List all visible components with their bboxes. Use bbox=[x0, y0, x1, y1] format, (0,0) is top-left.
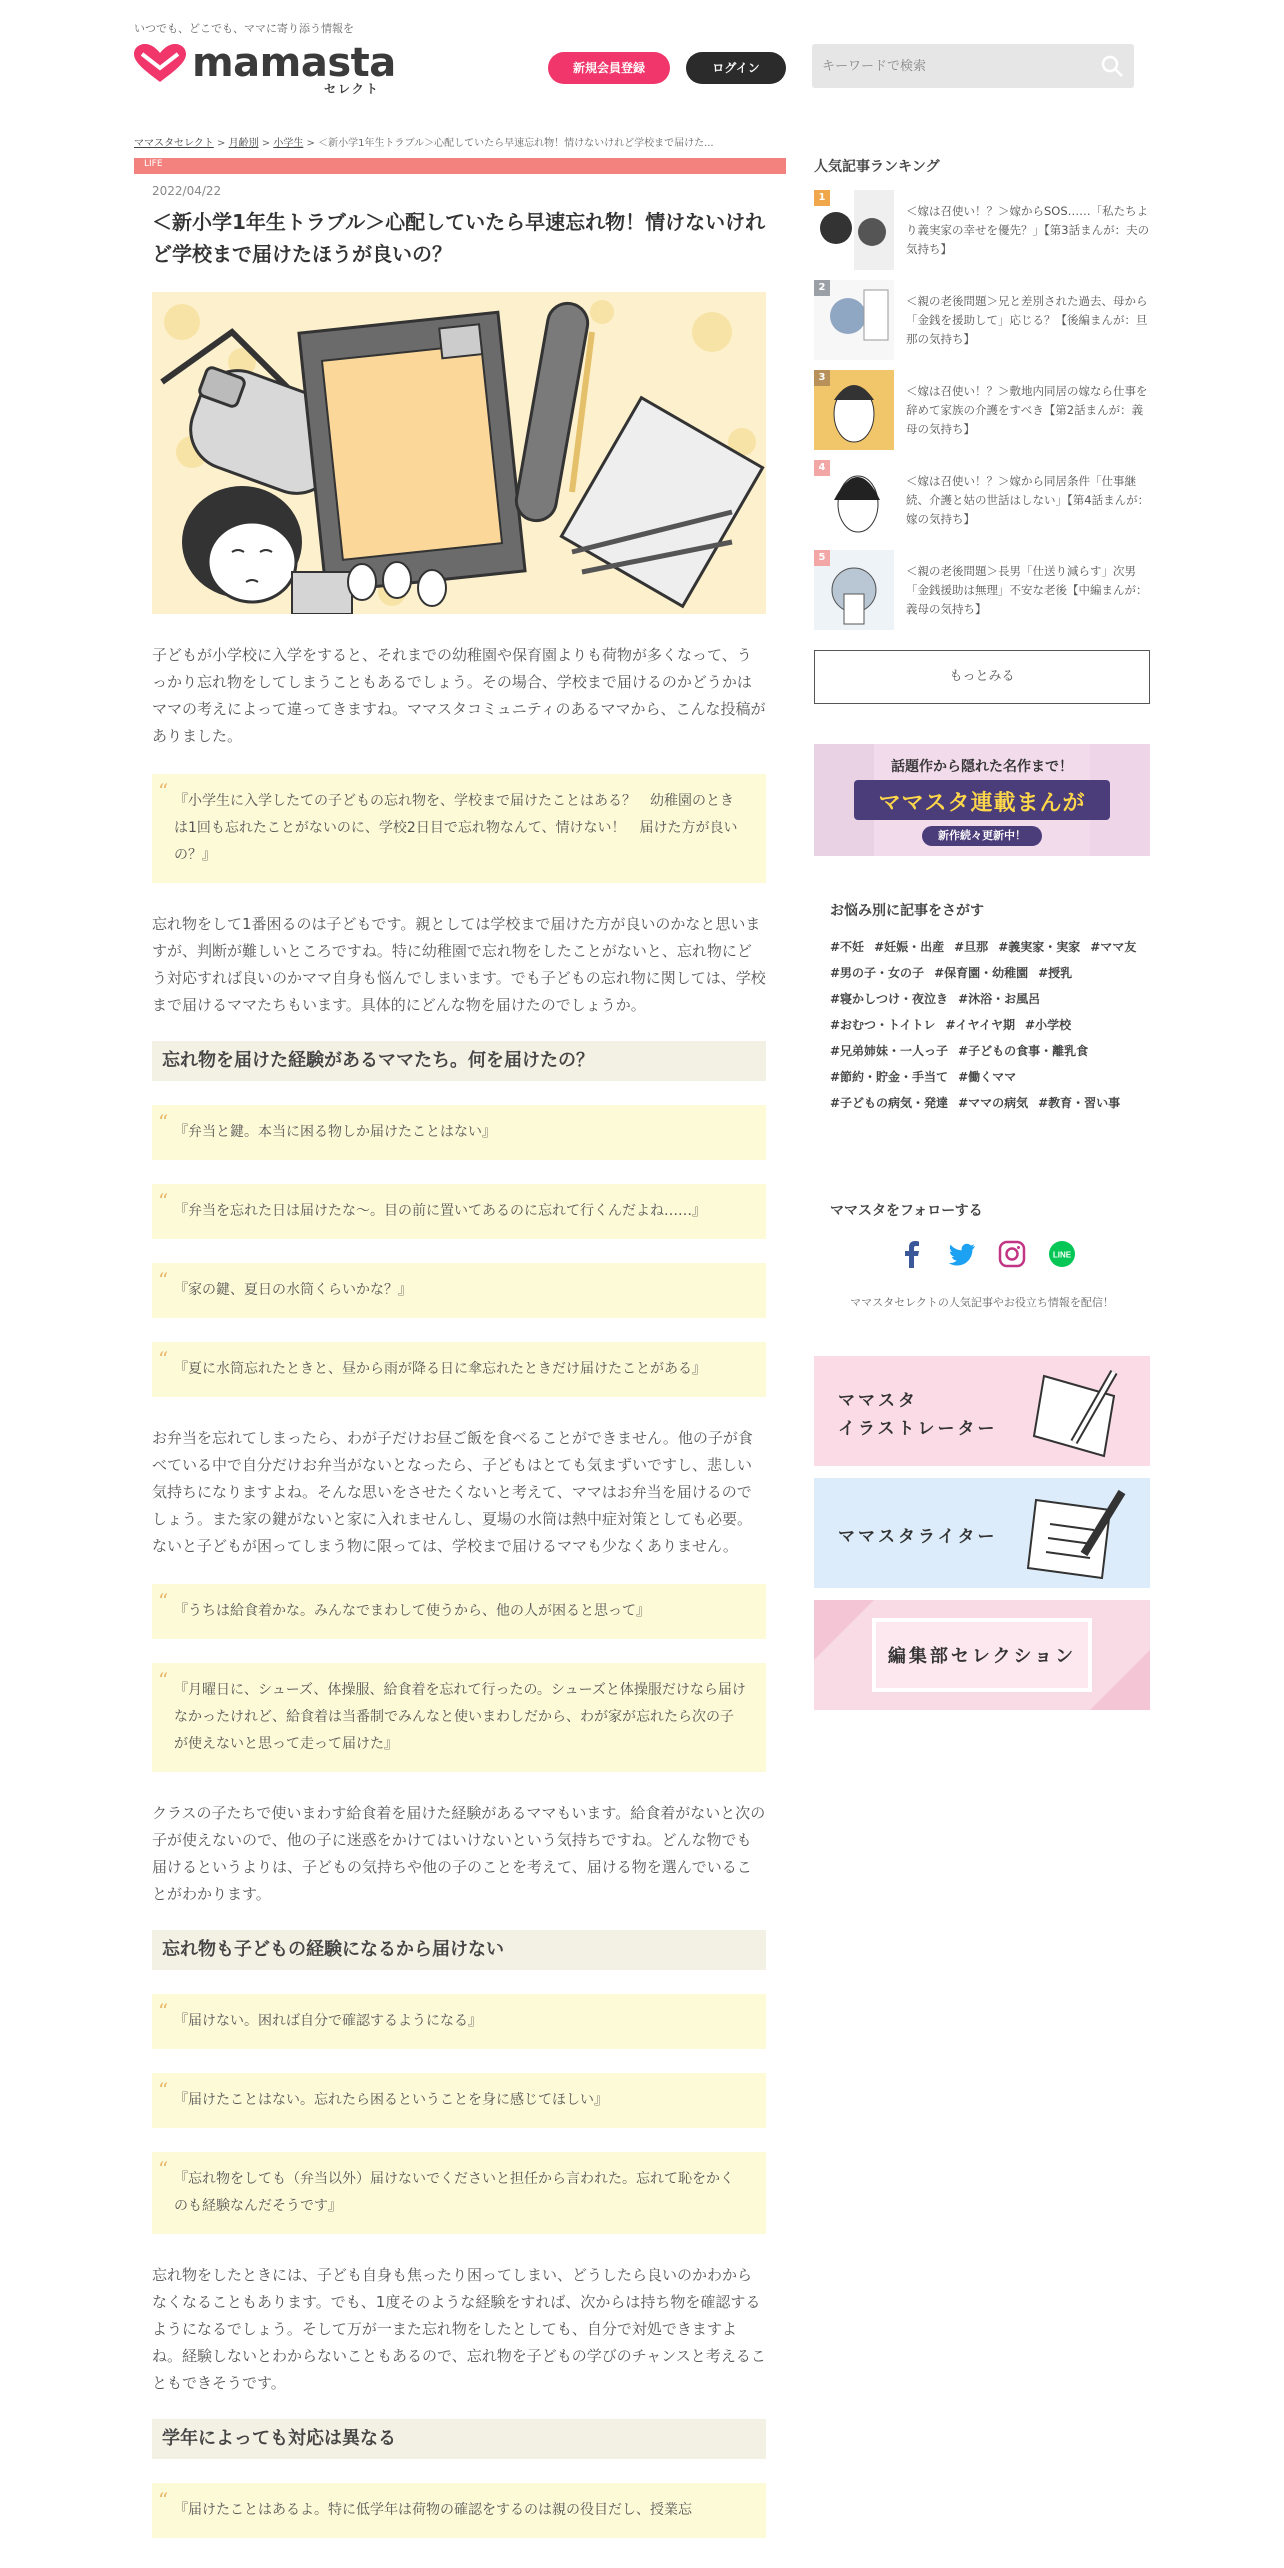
tag-link[interactable]: #不妊 bbox=[830, 940, 865, 954]
writer-banner-label: ママスタライター bbox=[838, 1527, 998, 1547]
breadcrumb-current: ＜新小学1年生トラブル＞心配していたら早速忘れ物！情けないけれど学校まで届けた... bbox=[318, 138, 714, 149]
quote-mark-icon: “ bbox=[158, 1347, 169, 1371]
search-box bbox=[812, 44, 1134, 88]
quote-mark-icon: “ bbox=[158, 779, 169, 803]
ranking-item[interactable] bbox=[814, 190, 1154, 270]
illustrator-banner[interactable] bbox=[814, 1356, 1150, 1466]
tag-link[interactable]: #働くママ bbox=[958, 1070, 1017, 1084]
writer-banner[interactable] bbox=[814, 1478, 1150, 1588]
tag-link[interactable]: #おむつ・トイトレ bbox=[830, 1018, 936, 1032]
tag-link[interactable]: #授乳 bbox=[1038, 966, 1073, 980]
quote-block: “ 『月曜日に、シューズ、体操服、給食着を忘れて行ったの。シューズと体操服だけなら届けなかったけれど、給食着は当番制でみんなと使いまわしだから、わが家が忘れたら次の子が使えないと思って走って届けた』 bbox=[152, 1663, 766, 1772]
quote-mark-icon: “ bbox=[158, 1110, 169, 1134]
tag-list bbox=[830, 934, 1150, 1116]
quote-block: “ 『届けたことはない。忘れたら困るということを身に感じてほしい』 bbox=[152, 2073, 766, 2128]
search-icon[interactable] bbox=[1100, 54, 1124, 78]
quote-mark-icon: “ bbox=[158, 2078, 169, 2102]
quote-block: “ 『忘れ物をしても（弁当以外）届けないでくださいと担任から言われた。忘れて恥をかくのも経験なんだそうです』 bbox=[152, 2152, 766, 2234]
article-paragraph: 忘れ物をしたときには、子ども自身も焦ったり困ってしまい、どうしたら良いのかわからなくなることもあります。でも、1度そのような経験をすれば、次からは持ち物を確認するようになるでしょう。そして万が一また忘れ物をしたとしても、自分で対処できますよね。経験しないとわからないこともあるので、忘れ物を子どもの学びのチャンスと考えることもできそうです。 bbox=[152, 2266, 766, 2392]
quote-block: “ 『家の鍵、夏日の水筒くらいかな？』 bbox=[152, 1263, 766, 1318]
illustrator-banner-line2: イラストレーター bbox=[838, 1419, 998, 1439]
quote-mark-icon: “ bbox=[158, 1589, 169, 1613]
article-title: ＜新小学1年生トラブル＞心配していたら早速忘れ物！情けないけれど学校まで届けたほうが良いの？ bbox=[152, 210, 766, 266]
quote-mark-icon: “ bbox=[158, 1268, 169, 1292]
quote-mark-icon: “ bbox=[158, 1999, 169, 2023]
tag-link[interactable]: #子どもの食事・離乳食 bbox=[958, 1044, 1089, 1058]
site-logo[interactable] bbox=[134, 40, 404, 100]
quote-block: “ 『弁当を忘れた日は届けたな～。目の前に置いてあるのに忘れて行くんだよね……』 bbox=[152, 1184, 766, 1239]
facebook-icon[interactable] bbox=[898, 1240, 926, 1268]
ranking-title-text: ＜親の老後問題＞兄と差別された過去、母から「金銭を援助して」応じる？【後編まんが：旦那の気持ち】 bbox=[906, 294, 1148, 346]
logo-subtitle: セレクト bbox=[324, 82, 380, 96]
quote-mark-icon: “ bbox=[158, 1668, 169, 1692]
breadcrumb-link-elementary[interactable]: 小学生 bbox=[273, 138, 304, 149]
category-label: LIFE bbox=[144, 159, 163, 169]
follow-title: ママスタをフォローする bbox=[830, 1203, 983, 1219]
ranking-item[interactable] bbox=[814, 280, 1154, 360]
ranking-item[interactable] bbox=[814, 460, 1154, 540]
hero-illustration bbox=[152, 292, 766, 614]
quote-mark-icon: “ bbox=[158, 1189, 169, 1213]
tag-link[interactable]: #小学校 bbox=[1025, 1018, 1072, 1032]
quote-block: “ 『夏に水筒忘れたときと、昼から雨が降る日に傘忘れたときだけ届けたことがある』 bbox=[152, 1342, 766, 1397]
tag-link[interactable]: #保育園・幼稚園 bbox=[934, 966, 1029, 980]
tag-link[interactable]: #ママ友 bbox=[1090, 940, 1137, 954]
tag-link[interactable]: #教育・習い事 bbox=[1038, 1096, 1121, 1110]
ranking-item[interactable] bbox=[814, 370, 1154, 450]
instagram-icon[interactable] bbox=[998, 1240, 1026, 1268]
ranking-title-text: ＜親の老後問題＞長男「仕送り減らす」次男「金銭援助は無理」不安な老後【中編まんが：義母の気持ち】 bbox=[906, 564, 1148, 616]
quote-block: “ 『届けない。困れば自分で確認するようになる』 bbox=[152, 1994, 766, 2049]
article-date: 2022/04/22 bbox=[152, 184, 222, 198]
illustrator-banner-line1: ママスタ bbox=[838, 1391, 918, 1411]
section-heading: 学年によっても対応は異なる bbox=[152, 2419, 766, 2459]
tag-link[interactable]: #イヤイヤ期 bbox=[945, 1018, 1016, 1032]
editor-banner-label: 編集部セレクション bbox=[887, 1646, 1077, 1667]
quote-mark-icon: “ bbox=[158, 2157, 169, 2181]
ranking-number: 4 bbox=[814, 460, 830, 476]
quote-block: “ 『弁当と鍵。本当に困る物しか届けたことはない』 bbox=[152, 1105, 766, 1160]
quote-block: “ 『届けたことはあるよ。特に低学年は荷物の確認をするのは親の役目だし、授業忘 bbox=[152, 2483, 766, 2538]
ranking-number: 2 bbox=[814, 280, 830, 296]
tag-link[interactable]: #子どもの病気・発達 bbox=[830, 1096, 949, 1110]
tag-link[interactable]: #男の子・女の子 bbox=[830, 966, 925, 980]
logo-heart-icon bbox=[134, 44, 186, 84]
twitter-icon[interactable] bbox=[948, 1240, 976, 1268]
social-links bbox=[898, 1240, 1098, 1270]
manga-banner[interactable] bbox=[814, 744, 1150, 856]
article-paragraph: 子どもが小学校に入学をすると、それまでの幼稚園や保育園よりも荷物が多くなって、うっかり忘れ物をしてしまうこともあるでしょう。その場合、学校まで届けるのかどうかはママの考えによって違ってきますね。ママスタコミュニティのあるママから、こんな投稿がありました。 bbox=[152, 646, 766, 745]
tag-link[interactable]: #ママの病気 bbox=[958, 1096, 1029, 1110]
category-bar bbox=[134, 158, 786, 174]
article bbox=[152, 184, 766, 2538]
ranking-title-text: ＜嫁は召使い！？＞敷地内同居の嫁なら仕事を辞めて家族の介護をすべき【第2話まんが：義母の気持ち】 bbox=[906, 384, 1148, 436]
ranking-title-text: ＜嫁は召使い！？＞嫁からSOS……「私たちより義実家の幸せを優先？」【第3話まんが：夫の気持ち】 bbox=[906, 204, 1150, 256]
tag-link[interactable]: #寝かしつけ・夜泣き bbox=[830, 992, 949, 1006]
manga-banner-line1: 話題作から隠れた名作まで！ bbox=[891, 759, 1073, 775]
ranking-number: 5 bbox=[814, 550, 830, 566]
ranking-title-text: ＜嫁は召使い！？＞嫁から同居条件「仕事継続、介護と姑の世話はしない」【第4話まんが：嫁の気持ち】 bbox=[906, 474, 1150, 526]
sidebar bbox=[814, 156, 1154, 1667]
svg-text:LINE: LINE bbox=[1052, 1250, 1072, 1260]
ranking-item[interactable] bbox=[814, 550, 1154, 630]
ranking-number: 3 bbox=[814, 370, 830, 386]
manga-banner-line2: ママスタ連載まんが bbox=[878, 791, 1086, 816]
article-paragraph: クラスの子たちで使いまわす給食着を届けた経験があるママもいます。給食着がないと次の子が使えないので、他の子に迷惑をかけてはいけないという気持ちですね。どんな物でも届けるというよりは、子どもの気持ちや他の子のことを考えて、届ける物を選んでいることがわかります。 bbox=[152, 1804, 766, 1903]
quote-mark-icon: “ bbox=[158, 2488, 169, 2512]
tag-link[interactable]: #節約・貯金・手当て bbox=[830, 1070, 949, 1084]
article-paragraph: 忘れ物をして1番困るのは子どもです。親としては学校まで届けた方が良いのかなと思いますが、判断が難しいところですね。特に幼稚園で忘れ物をしたことがないと、忘れ物にどう対応すれば良いのかママ自身も悩んでしまいます。でも子どもの忘れ物に関しては、学校まで届けるママたちもいます。具体的にどんな物を届けたのでしょうか。 bbox=[152, 915, 766, 1014]
breadcrumb-link-age[interactable]: 月齢別 bbox=[228, 138, 259, 149]
section-heading: 忘れ物も子どもの経験になるから届けない bbox=[152, 1930, 766, 1970]
editor-banner[interactable] bbox=[814, 1600, 1150, 1710]
follow-description: ママスタセレクトの人気記事やお役立ち情報を配信！ bbox=[850, 1296, 1114, 1309]
tag-link[interactable]: #沐浴・お風呂 bbox=[958, 992, 1041, 1006]
tag-link[interactable]: #旦那 bbox=[954, 940, 989, 954]
logo-wordmark: mamasta bbox=[192, 40, 396, 86]
tags-title: お悩み別に記事をさがす bbox=[830, 903, 984, 919]
quote-block: “ 『うちは給食着かな。みんなでまわして使うから、他の人が困ると思って』 bbox=[152, 1584, 766, 1639]
register-button[interactable]: 新規会員登録 bbox=[548, 52, 670, 84]
quote-block: “ 『小学生に入学したての子どもの忘れ物を、学校まで届けたことはある？ 幼稚園のときは1回も忘れたことがないのに、学校2日目で忘れ物なんて、情けない！ 届けた方が良いの？』 bbox=[152, 774, 766, 883]
tag-link[interactable]: #妊娠・出産 bbox=[874, 940, 945, 954]
login-button[interactable]: ログイン bbox=[686, 52, 786, 84]
tag-link[interactable]: #兄弟姉妹・一人っ子 bbox=[830, 1044, 949, 1058]
breadcrumb: ママスタセレクト > 月齢別 > 小学生 > ＜新小学1年生トラブル＞心配していたら早速忘れ物！情けないけれど学校まで届けた... bbox=[134, 138, 714, 149]
site-tagline: いつでも、どこでも、ママに寄り添う情報を bbox=[134, 22, 354, 35]
manga-banner-line3: 新作続々更新中！ bbox=[922, 826, 1042, 846]
section-heading: 忘れ物を届けた経験があるママたち。何を届けたの？ bbox=[152, 1041, 766, 1081]
article-hero-image bbox=[152, 292, 766, 614]
breadcrumb-link-home[interactable]: ママスタセレクト bbox=[134, 138, 214, 149]
more-button[interactable]: もっとみる bbox=[814, 650, 1150, 704]
article-paragraph: お弁当を忘れてしまったら、わが子だけお昼ご飯を食べることができません。他の子が食べている中で自分だけお弁当がないとなったら、子どもはとても気まずいですし、悲しい気持ちになりますよね。そんな思いをさせたくないと考えて、ママはお弁当を届けるのでしょう。また家の鍵がないと家に入れませんし、夏場の水筒は熱中症対策としても必要。ないと子どもが困ってしまう物に限っては、学校まで届けるママも少なくありません。 bbox=[152, 1429, 753, 1555]
line-icon[interactable] bbox=[1048, 1240, 1076, 1268]
ranking-title: 人気記事ランキング bbox=[814, 159, 940, 175]
search-input[interactable] bbox=[822, 44, 1082, 88]
tag-link[interactable]: #義実家・実家 bbox=[998, 940, 1081, 954]
ranking-number: 1 bbox=[814, 190, 830, 206]
